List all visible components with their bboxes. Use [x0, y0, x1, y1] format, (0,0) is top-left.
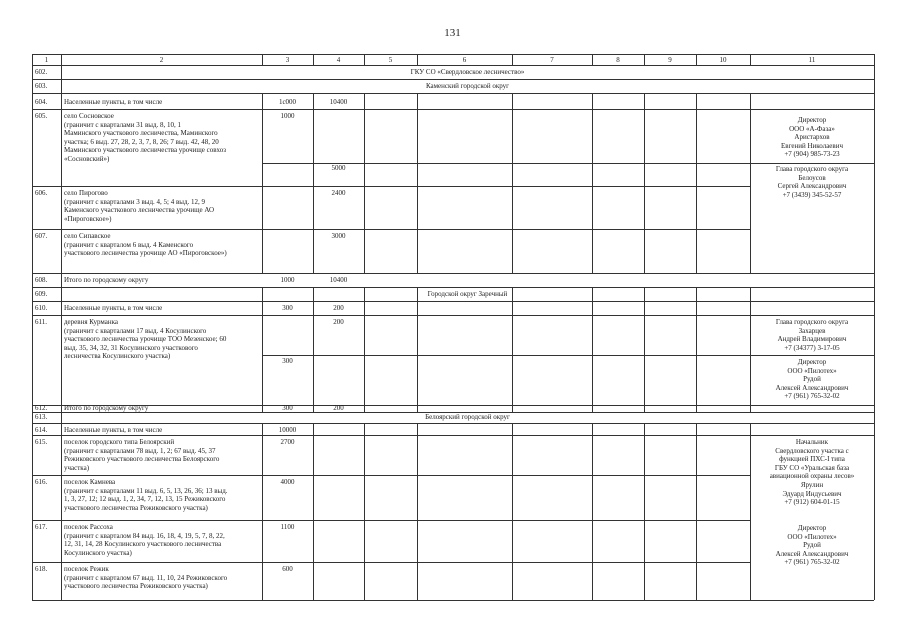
contact-block: Глава городского округа Белоусов Сергей Александрович +7 (3439) 345-52-57	[775, 165, 849, 199]
settlement-name: деревня Курманка (граничит с кварталами 17 выд. 4 Косулинского участкового лесничества урочище ТОО Мезенское; 60 выд. 35, 34, 32, 31 Косулинского участкового лесничества Косулинского участка)	[64, 318, 227, 361]
value-col-3: 1000	[280, 112, 295, 120]
value-col-4: 5000	[331, 164, 346, 172]
section-title: ГКУ СО «Свердловское лесничество»	[410, 68, 525, 76]
row-number: 606.	[35, 189, 48, 197]
header-col-7: 7	[550, 56, 554, 64]
settlement-name: поселок городского типа Белоярский (граничит с кварталами 78 выд. 1, 2; 67 выд. 45, 37 Режиковского участкового лесничества Белоярского участка)	[64, 438, 220, 472]
settlement-name: село Сипавское (граничит с кварталом 6 выд. 4 Каменского участкового лесничества урочище АО «Пироговское»)	[64, 232, 227, 258]
value-col-4: 200	[333, 405, 344, 412]
section-title: Белоярский городской округ	[425, 413, 510, 421]
contact-block: Директор ООО «Пилотех» Рудой Алексей Александрович +7 (961) 765-32-02	[775, 358, 849, 401]
row-number: 612.	[35, 405, 48, 412]
section-title: Городской округ Заречный	[427, 290, 508, 298]
header-col-5: 5	[388, 56, 393, 64]
value-col-3: 4000	[280, 478, 295, 486]
row-number: 616.	[35, 478, 48, 486]
row-number: 605.	[35, 112, 48, 120]
row-number: 610.	[35, 304, 48, 312]
total-label: Итого по городскому округу	[64, 276, 149, 284]
row-number: 614.	[35, 426, 48, 434]
header-col-4: 4	[336, 56, 341, 64]
settlement-name: Населенные пункты, в том числе	[64, 98, 163, 106]
page-number: 131	[444, 27, 461, 39]
settlement-name: Населенные пункты, в том числе	[64, 426, 163, 434]
row-number: 617.	[35, 523, 48, 531]
header-col-3: 3	[285, 56, 290, 64]
header-col-6: 6	[462, 56, 467, 64]
settlement-name: поселок Рассоха (граничит с кварталом 84 выд. 16, 18, 4, 19, 5, 7, 8, 22, 12, 31, 14, 28 Косулинского участкового лесничества Косулинского участка)	[64, 523, 225, 557]
contact-block: Глава городского округа Захарцев Андрей Владимирович +7 (34377) 3-17-05	[775, 318, 849, 352]
total-label: Итого по городскому округу	[64, 405, 149, 412]
row-number: 615.	[35, 438, 48, 446]
value-col-3: 1100	[280, 523, 295, 531]
value-col-4: 200	[333, 304, 344, 312]
row-number: 608.	[35, 276, 48, 284]
value-col-4: 10400	[329, 98, 348, 106]
row-number: 602.	[35, 68, 48, 76]
settlement-name: село Пирогово (граничит с кварталами 3 выд. 4, 5; 4 выд. 12, 9 Каменского участкового лесничества урочище АО «Пироговское»)	[64, 189, 215, 223]
settlement-name: поселок Камнева (граничит с кварталами 11 выд. 6, 5, 13, 26, 36; 13 выд. 1, 3, 27, 12; 12 выд. 1, 2, 34, 7, 12, 13, 15 Режиковского участкового лесничества Режиковского участка)	[64, 478, 228, 512]
row-number: 618.	[35, 565, 48, 573]
row-number: 607.	[35, 232, 48, 240]
row-number: 613.	[35, 413, 48, 421]
fire-safety-table	[32, 54, 874, 600]
header-col-8: 8	[616, 56, 620, 64]
header-col-1: 1	[44, 56, 49, 64]
value-col-4: 2400	[331, 189, 346, 197]
value-col-4: 3000	[331, 232, 346, 240]
settlement-name: Населенные пункты, в том числе	[64, 304, 163, 312]
value-col-3: 1с000	[278, 98, 297, 106]
value-col-3: 600	[282, 565, 293, 573]
value-col-3: 1000	[280, 276, 295, 284]
row-number: 611.	[35, 318, 47, 326]
settlement-name: поселок Режик (граничит с кварталом 67 выд. 11, 10, 24 Режиковского участкового лесничества Режиковского участка)	[64, 565, 228, 591]
contact-block: Директор ООО «Пилотех» Рудой Алексей Александрович +7 (961) 765-32-02	[775, 524, 849, 567]
header-col-2: 2	[159, 56, 164, 64]
header-col-9: 9	[668, 56, 672, 64]
row-number: 604.	[35, 98, 48, 106]
value-col-3: 300	[282, 405, 293, 412]
value-col-3: 2700	[280, 438, 295, 446]
value-col-4: 200	[333, 318, 344, 326]
value-col-4: 10400	[329, 276, 348, 284]
contact-block: Директор ООО «А-Фаза» Аристархов Евгений Николаевич +7 (904) 985-73-23	[781, 116, 843, 159]
settlement-name: село Сосновское (граничит с кварталами 31 выд. 8, 10, 1 Маминского участкового лесничества, Маминского участка; 6 выд. 27, 28, 2, 3, 7, 8, 26; 7 выд. 42, 48, 20 Маминского участкового лесничества урочище совхоз «Сосновский»)	[64, 112, 227, 163]
header-col-10: 10	[719, 56, 727, 64]
row-number: 603.	[35, 82, 48, 90]
section-title: Каменский городской округ	[425, 82, 510, 90]
value-col-3: 300	[282, 304, 293, 312]
row-number: 609.	[35, 290, 48, 298]
value-col-3: 10000	[278, 426, 297, 434]
header-col-11: 11	[808, 56, 816, 64]
value-col-3: 300	[282, 357, 293, 365]
contact-block: Начальник Свердловского участка с функцией ПХС-I типа ГБУ СО «Уральская база авиационной охраны лесов» Ярулин Эдуард Индусьевич +7 (912) 604-01-15	[769, 438, 855, 507]
